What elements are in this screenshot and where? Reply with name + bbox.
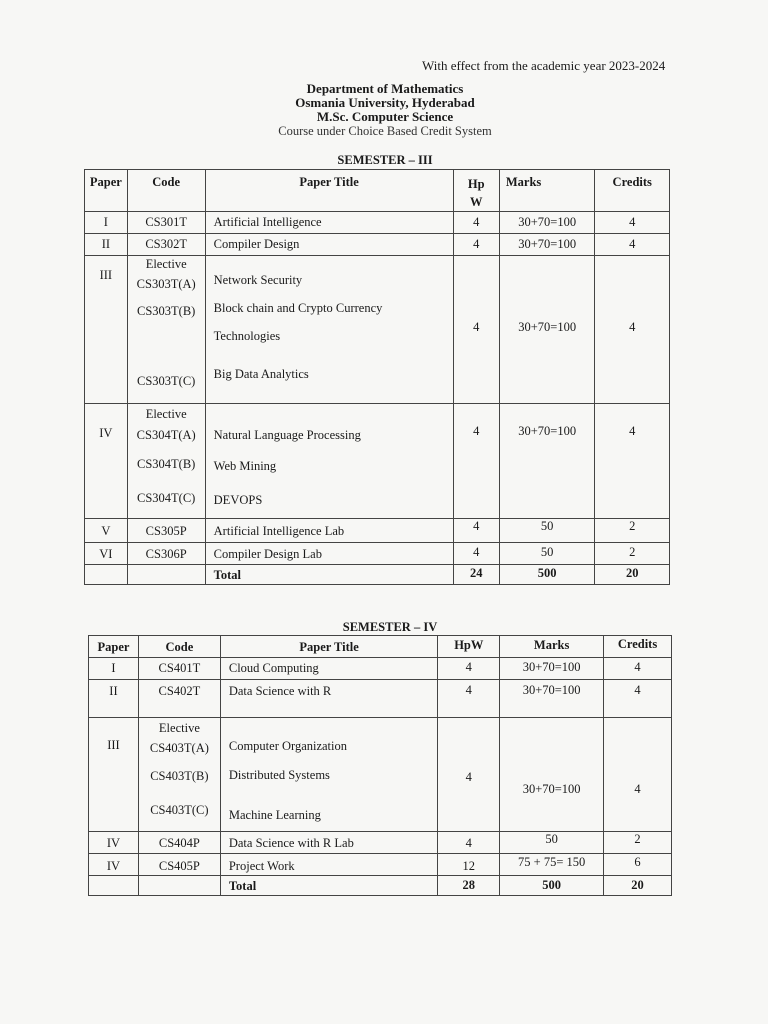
cell-hpw: 4 [438, 658, 500, 680]
cell-code: CS305P [127, 519, 205, 543]
col-marks: Marks [499, 170, 595, 212]
cell-credits: 2 [604, 832, 672, 854]
elective-title: Natural Language Processing [213, 428, 361, 442]
elective-title: Network Security [213, 273, 303, 287]
table-row [89, 658, 672, 680]
col-credits: Credits [604, 636, 672, 658]
cell-title: Data Science with R [220, 680, 437, 718]
total-credits: 20 [604, 876, 672, 896]
cell-paper: II [89, 680, 139, 718]
cell-paper: VI [85, 543, 128, 565]
elective-code: CS304T(B) [137, 457, 196, 471]
cell-paper: I [89, 658, 139, 680]
col-hpw: HpW [438, 636, 500, 658]
cell-title: Data Science with R Lab [220, 832, 437, 854]
cell-title: Artificial Intelligence [205, 212, 453, 234]
cell-paper: IV [89, 832, 139, 854]
elective-title: Distributed Systems [228, 768, 330, 782]
semester-3-table [84, 169, 670, 585]
cell-marks: 75 + 75= 150 [500, 854, 604, 876]
cell-marks: 30+70=100 [499, 256, 595, 404]
semester-4-title: SEMESTER – IV [342, 620, 438, 634]
total-hpw: 28 [438, 876, 500, 896]
elective-code: CS304T(C) [137, 491, 196, 505]
table-row [85, 234, 670, 256]
program-name: M.Sc. Computer Science [316, 109, 454, 124]
table-row [85, 519, 670, 543]
cell-code: CS405P [138, 854, 220, 876]
cell-hpw: 4 [453, 404, 499, 519]
cell-hpw: 12 [438, 854, 500, 876]
cell-hpw: 4 [453, 234, 499, 256]
table-row [89, 854, 672, 876]
elective-title: Big Data Analytics [213, 367, 309, 381]
cell-empty [127, 565, 205, 585]
elective-title: Web Mining [213, 459, 277, 473]
cell-marks: 50 [500, 832, 604, 854]
cell-code: CS301T [127, 212, 205, 234]
cell-title: Compiler Design [205, 234, 453, 256]
elective-label: Elective [158, 721, 200, 735]
cell-credits: 4 [604, 658, 672, 680]
col-credits: Credits [595, 170, 670, 212]
elective-code: CS403T(C) [150, 803, 209, 817]
total-row [89, 876, 672, 896]
elective-code: CS403T(B) [150, 769, 209, 783]
cell-title: Compiler Design Lab [205, 543, 453, 565]
cell-hpw: 4 [453, 543, 499, 565]
col-code: Code [138, 636, 220, 658]
elective-row [85, 404, 670, 519]
cell-title: Project Work [220, 854, 437, 876]
table-row [89, 680, 672, 718]
cell-hpw: 4 [438, 718, 500, 832]
credit-system-note: Course under Choice Based Credit System [278, 124, 492, 138]
total-row [85, 565, 670, 585]
cell-credits: 2 [595, 543, 670, 565]
effect-note: With effect from the academic year 2023-2024 [422, 58, 666, 73]
elective-label: Elective [145, 407, 187, 421]
cell-code: CS302T [127, 234, 205, 256]
cell-marks: 50 [499, 519, 595, 543]
cell-title-elective [205, 404, 453, 519]
table-row [89, 832, 672, 854]
cell-code: CS402T [138, 680, 220, 718]
cell-title-elective [220, 718, 437, 832]
cell-credits: 6 [604, 854, 672, 876]
elective-row [89, 718, 672, 832]
col-title: Paper Title [220, 636, 437, 658]
cell-hpw: 4 [453, 519, 499, 543]
table-header-row [89, 636, 672, 658]
total-label: Total [220, 876, 437, 896]
total-marks: 500 [499, 565, 595, 585]
total-marks: 500 [500, 876, 604, 896]
elective-title: Technologies [213, 329, 281, 343]
cell-empty [89, 876, 139, 896]
cell-paper: V [85, 519, 128, 543]
elective-code: CS303T(C) [137, 374, 196, 388]
col-paper: Paper [85, 170, 128, 212]
cell-paper: II [85, 234, 128, 256]
cell-marks: 30+70=100 [500, 658, 604, 680]
semester-4-table [88, 635, 672, 896]
table-row [85, 543, 670, 565]
cell-credits: 4 [604, 680, 672, 718]
department-name: Department of Mathematics [306, 81, 464, 96]
cell-empty [138, 876, 220, 896]
elective-title: Block chain and Crypto Currency [213, 301, 383, 315]
cell-marks: 50 [499, 543, 595, 565]
col-marks: Marks [500, 636, 604, 658]
elective-code: CS304T(A) [136, 428, 196, 442]
cell-empty [85, 565, 128, 585]
elective-code: CS303T(A) [136, 277, 196, 291]
cell-credits: 4 [595, 256, 670, 404]
cell-credits: 4 [595, 234, 670, 256]
semester-3-title: SEMESTER – III [337, 153, 433, 167]
document-header [250, 82, 520, 138]
cell-paper: III [85, 256, 128, 404]
cell-paper: III [89, 718, 139, 832]
total-credits: 20 [595, 565, 670, 585]
cell-code: CS404P [138, 832, 220, 854]
cell-code-elective [138, 718, 220, 832]
table-row [85, 212, 670, 234]
cell-marks: 30+70=100 [500, 718, 604, 832]
col-hpw-line1: Hp [467, 177, 485, 191]
cell-marks: 30+70=100 [499, 212, 595, 234]
cell-code-elective [127, 404, 205, 519]
cell-paper: IV [85, 404, 128, 519]
cell-marks: 30+70=100 [499, 404, 595, 519]
elective-label: Elective [145, 257, 187, 271]
col-hpw [453, 170, 499, 212]
total-label: Total [205, 565, 453, 585]
elective-row [85, 256, 670, 404]
col-title: Paper Title [205, 170, 453, 212]
elective-code: CS303T(B) [137, 304, 196, 318]
cell-hpw: 4 [453, 212, 499, 234]
cell-code-elective [127, 256, 205, 404]
col-hpw-line2: W [469, 195, 483, 209]
total-hpw: 24 [453, 565, 499, 585]
cell-hpw: 4 [453, 256, 499, 404]
cell-code: CS306P [127, 543, 205, 565]
cell-credits: 2 [595, 519, 670, 543]
cell-hpw: 4 [438, 680, 500, 718]
cell-title-elective [205, 256, 453, 404]
cell-credits: 4 [595, 404, 670, 519]
elective-title: Computer Organization [228, 739, 348, 753]
cell-code: CS401T [138, 658, 220, 680]
cell-marks: 30+70=100 [499, 234, 595, 256]
col-paper: Paper [89, 636, 139, 658]
university-name: Osmania University, Hyderabad [295, 95, 475, 110]
cell-paper: IV [89, 854, 139, 876]
table-header-row [85, 170, 670, 212]
cell-hpw: 4 [438, 832, 500, 854]
cell-credits: 4 [604, 718, 672, 832]
col-code: Code [127, 170, 205, 212]
cell-paper: I [85, 212, 128, 234]
elective-title: DEVOPS [213, 493, 263, 507]
elective-title: Machine Learning [228, 808, 321, 822]
cell-credits: 4 [595, 212, 670, 234]
cell-title: Artificial Intelligence Lab [205, 519, 453, 543]
elective-code: CS403T(A) [149, 741, 209, 755]
cell-title: Cloud Computing [220, 658, 437, 680]
cell-marks: 30+70=100 [500, 680, 604, 718]
